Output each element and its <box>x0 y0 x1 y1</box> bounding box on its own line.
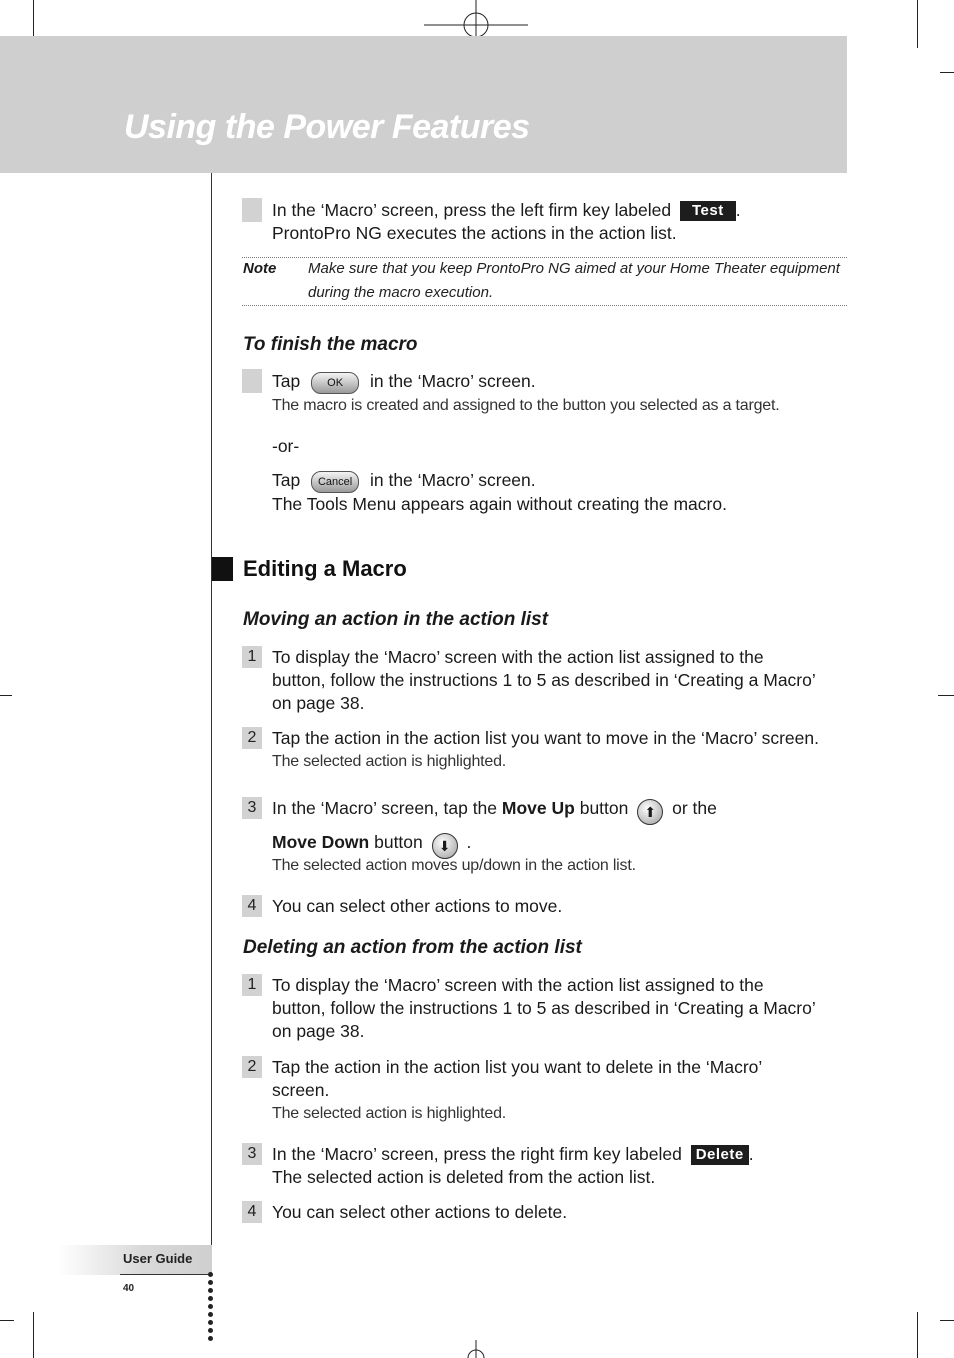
page-title: Using the Power Features <box>124 108 530 146</box>
button-word: button <box>374 832 423 852</box>
cancel-suffix: in the ‘Macro’ screen. <box>369 470 536 490</box>
tap-label: Tap <box>272 470 301 490</box>
header-band <box>0 36 847 173</box>
crop-mark <box>938 695 954 696</box>
crop-mark <box>917 0 918 48</box>
moving-step3-line1 <box>272 797 717 825</box>
deleting-step1-line3: on page 38. <box>272 1021 365 1041</box>
note-line2: during the macro execution. <box>308 284 494 301</box>
moving-heading: Moving an action in the action list <box>243 609 549 630</box>
test-step-text: In the ‘Macro’ screen, press the left firm key labeled <box>272 200 672 220</box>
crop-mark <box>0 1320 14 1321</box>
move-up-label: Move Up <box>501 798 575 818</box>
or-separator: -or- <box>272 436 300 456</box>
arrow-up-icon: ⬆ <box>637 799 663 825</box>
crop-mark <box>0 695 12 696</box>
section-heading: Editing a Macro <box>243 556 407 581</box>
deleting-step2-result: The selected action is highlighted. <box>272 1105 507 1122</box>
arrow-down-icon: ⬇ <box>432 833 458 859</box>
crop-mark <box>917 1312 918 1358</box>
crop-mark <box>940 1320 954 1321</box>
moving-step1-line3: on page 38. <box>272 693 365 713</box>
moving-step3-result: The selected action moves up/down in the action list. <box>272 857 636 874</box>
deleting-step1-line1: To display the ‘Macro’ screen with the action list assigned to the <box>272 975 764 995</box>
step-number: 3 <box>242 797 262 819</box>
crop-mark <box>940 72 954 73</box>
margin-rule <box>211 173 212 1273</box>
step3-prefix: In the ‘Macro’ screen, tap the <box>272 798 498 818</box>
delete-key: Delete <box>691 1145 749 1165</box>
moving-step1-line2: button, follow the instructions 1 to 5 as described in ‘Creating a Macro’ <box>272 670 816 690</box>
step-number: 3 <box>242 1143 262 1165</box>
note-line1: Make sure that you keep ProntoPro NG aimed at your Home Theater equipment <box>308 260 840 277</box>
step-number: 1 <box>242 646 262 668</box>
moving-step2-result: The selected action is highlighted. <box>272 753 507 770</box>
deleting-step3-line2: The selected action is deleted from the action list. <box>272 1167 656 1187</box>
footer-rule <box>120 1274 212 1275</box>
step-number: 1 <box>242 974 262 996</box>
step-number: 2 <box>242 1056 262 1078</box>
step-bullet <box>242 369 262 393</box>
deleting-step2-line2: screen. <box>272 1080 330 1100</box>
note-divider-bottom <box>242 305 847 306</box>
deleting-step1-line2: button, follow the instructions 1 to 5 as described in ‘Creating a Macro’ <box>272 998 816 1018</box>
moving-step4: You can select other actions to move. <box>272 896 563 916</box>
footer-label: User Guide <box>123 1251 193 1266</box>
test-key: Test <box>680 201 736 221</box>
button-word: button <box>579 798 629 818</box>
cancel-button: Cancel <box>311 471 359 493</box>
finish-cancel-line <box>272 469 536 493</box>
tap-label: Tap <box>272 371 301 391</box>
step-number: 4 <box>242 895 262 917</box>
step-bullet <box>242 198 262 222</box>
move-down-label: Move Down <box>272 832 370 852</box>
section-marker <box>212 557 233 581</box>
moving-step2-line1: Tap the action in the action list you want to move in the ‘Macro’ screen. <box>272 728 819 748</box>
period: . <box>748 1144 754 1164</box>
deleting-step2-line1: Tap the action in the action list you want to delete in the ‘Macro’ <box>272 1057 763 1077</box>
period: . <box>466 832 472 852</box>
deleting-heading: Deleting an action from the action list <box>243 937 582 958</box>
step-number: 4 <box>242 1201 262 1223</box>
ok-suffix: in the ‘Macro’ screen. <box>369 371 536 391</box>
finish-ok-line <box>272 370 536 394</box>
finish-heading: To finish the macro <box>243 334 418 355</box>
test-step-period: . <box>735 200 741 220</box>
test-step-line2: ProntoPro NG executes the actions in the action list. <box>272 223 677 243</box>
footer-dots <box>207 1272 217 1344</box>
test-step-line1 <box>272 199 741 222</box>
deleting-step3-line1 <box>272 1143 754 1166</box>
moving-step1-line1: To display the ‘Macro’ screen with the action list assigned to the <box>272 647 764 667</box>
ok-button: OK <box>311 372 359 394</box>
finish-cancel-result: The Tools Menu appears again without creating the macro. <box>272 494 727 514</box>
finish-ok-result: The macro is created and assigned to the button you selected as a target. <box>272 397 780 414</box>
crop-mark <box>33 1312 34 1358</box>
page-number: 40 <box>123 1283 135 1294</box>
delete-step-text: In the ‘Macro’ screen, press the right firm key labeled <box>272 1144 682 1164</box>
deleting-step4: You can select other actions to delete. <box>272 1202 568 1222</box>
note-label: Note <box>243 260 277 277</box>
or-the: or the <box>672 798 717 818</box>
step-number: 2 <box>242 727 262 749</box>
registration-mark-bottom <box>460 1340 492 1358</box>
